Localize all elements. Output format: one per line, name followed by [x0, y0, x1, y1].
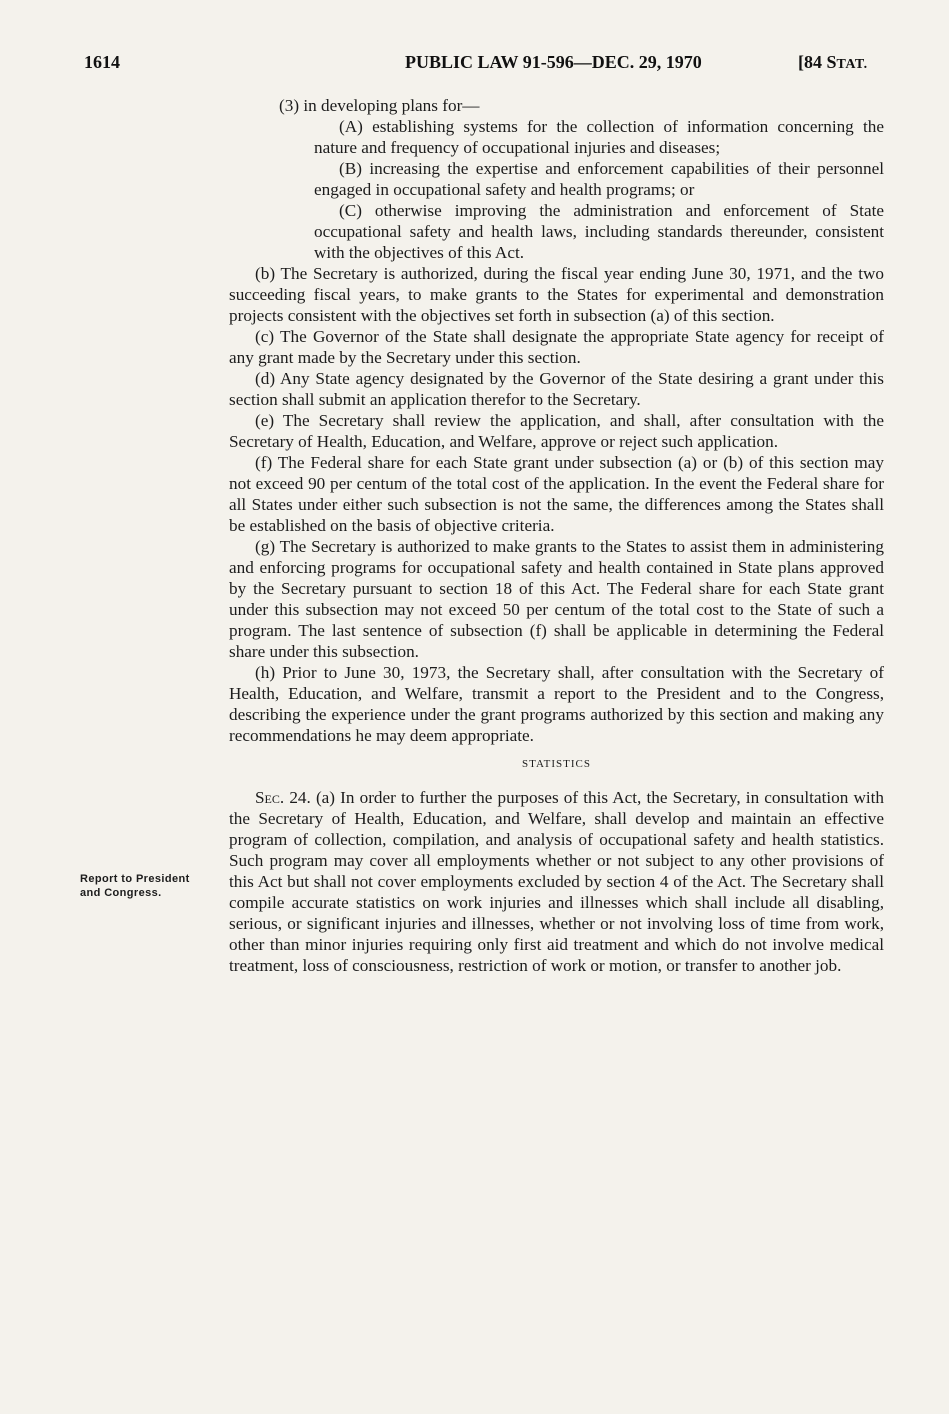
section-24-paragraph — [229, 787, 884, 976]
statute-suffix: TAT. — [836, 57, 868, 72]
subsection-d: (d) Any State agency designated by the Governor of the State desiring a grant under this section shall submit an application therefor to the Secretary. — [229, 369, 884, 409]
clause-3-B: (B) increasing the expertise and enforcement capabilities of their personnel engaged in occupational safety and health programs; or — [314, 159, 884, 199]
page-number: 1614 — [84, 52, 120, 72]
statute-reference — [798, 52, 868, 73]
statute-prefix: [84 S — [798, 52, 837, 72]
section-24-label: Sec. 24. — [255, 788, 311, 807]
subsection-h: (h) Prior to June 30, 1973, the Secretary shall, after consultation with the Secretary of Health, Education, and Welfare, transmit a report to the President and to the Congress, describing the experience under the grant programs authorized by this section and making any recommendations he may deem appropriate. — [229, 663, 884, 745]
subsection-g: (g) The Secretary is authorized to make grants to the States to assist them in administering and enforcing programs for occupational safety and health contained in State plans approved by the Secretary pursuant to section 18 of this Act. The Federal share for each State grant under this subsection may not exceed 50 per centum of the total cost to the State of such a program. The last sentence of subsection (f) shall be applicable in determining the Federal share under this subsection. — [229, 537, 884, 661]
subsection-f: (f) The Federal share for each State grant under subsection (a) or (b) of this section may not exceed 90 per centum of the total cost of the application. In the event the Federal share for all States under either such subsection is not the same, the differences among the States shall be established on the basis of objective criteria. — [229, 453, 884, 535]
body-column — [229, 95, 884, 976]
clause-3-C: (C) otherwise improving the administration and enforcement of State occupational safety and health laws, including standards thereunder, consistent with the objectives of this Act. — [314, 201, 884, 262]
clause-3: (3) in developing plans for— — [279, 96, 480, 115]
section-heading-statistics: STATISTICS — [521, 758, 592, 770]
subsection-b: (b) The Secretary is authorized, during the fiscal year ending June 30, 1971, and the two succeeding fiscal years, to make grants to the States for experimental and demonstration projects consistent with the objectives set forth in subsection (a) of this section. — [229, 264, 884, 325]
running-title: PUBLIC LAW 91-596—DEC. 29, 1970 — [405, 52, 702, 72]
margin-note: Report to President and Congress. — [80, 873, 190, 899]
clause-3-A: (A) establishing systems for the collection of information concerning the nature and frequency of occupational injuries and diseases; — [314, 117, 884, 157]
section-24-text: (a) In order to further the purposes of this Act, the Secretary, in consultation with the Secretary of Health, Education, and Welfare, shall develop and maintain an effective program of collection, compilation, and analysis of occupational safety and health statistics. Such program may cover all employments whether or not subject to any other provisions of this Act but shall not cover employments excluded by section 4 of the Act. The Secretary shall compile accurate statistics on work injuries and illnesses which shall include all disabling, serious, or significant injuries and illnesses, whether or not involving loss of time from work, other than minor injuries requiring only first aid treatment and which do not involve medical treatment, loss of consciousness, restriction of work or motion, or transfer to another job. — [229, 788, 884, 975]
subsection-e: (e) The Secretary shall review the application, and shall, after consultation with the Secretary of Health, Education, and Welfare, approve or reject such application. — [229, 411, 884, 451]
subsection-c: (c) The Governor of the State shall designate the appropriate State agency for receipt of any grant made by the Secretary under this section. — [229, 327, 884, 367]
